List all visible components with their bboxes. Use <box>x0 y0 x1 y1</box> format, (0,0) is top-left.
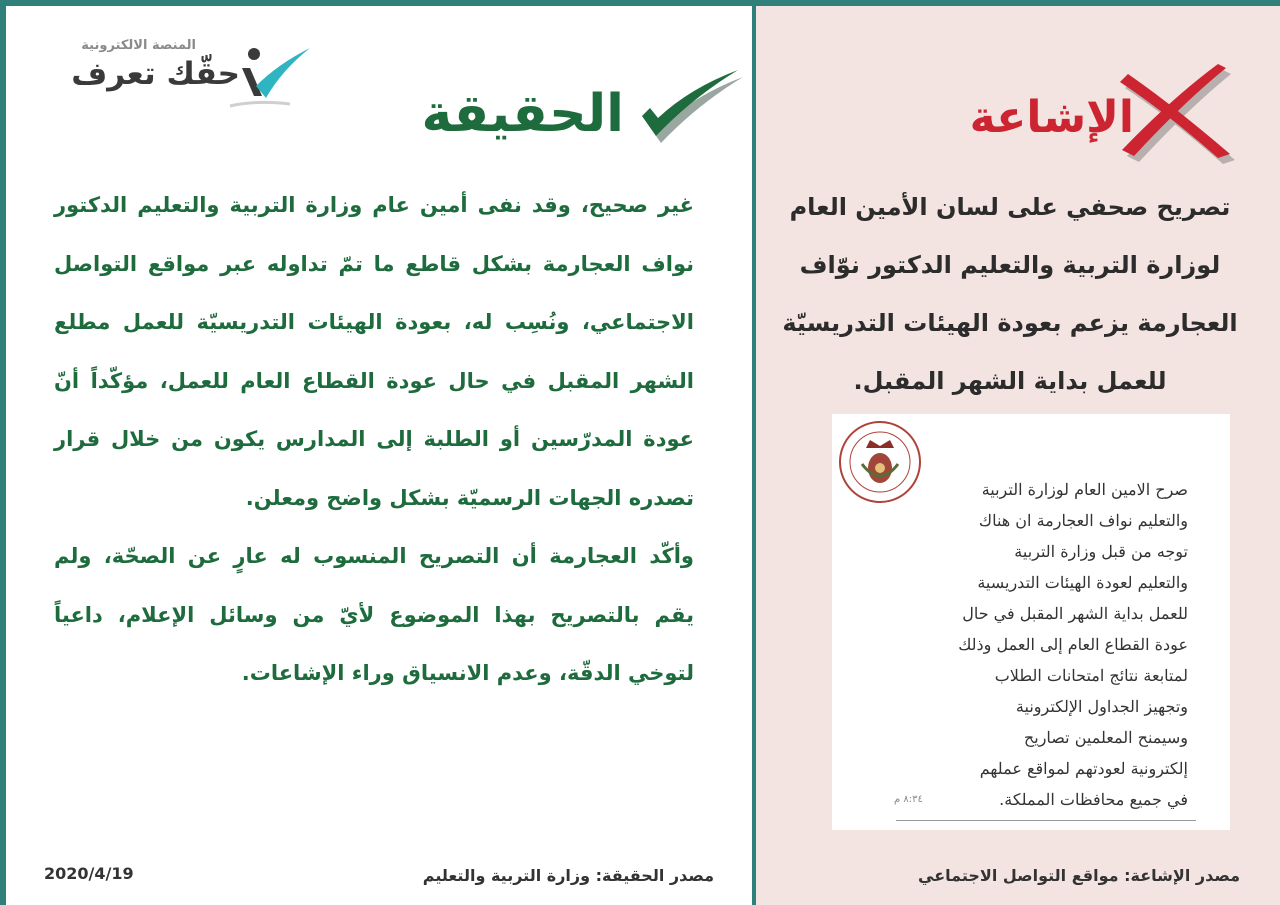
document-line: إلكترونية لعودتهم لمواقع عملهم <box>979 759 1188 778</box>
truth-paragraph-2: وأكّد العجارمة أن التصريح المنسوب له عارٍ عن الصحّة، ولم يقم بالتصريح بهذا الموضوع لأيّ من وسائل الإعلام، داعياً لتوخي الدقّة، وعدم الانسياق وراء الإشاعات. <box>54 544 694 685</box>
rumor-source: مصدر الإشاعة: مواقع التواصل الاجتماعي <box>918 866 1240 885</box>
rumor-text: تصريح صحفي على لسان الأمين العام لوزارة التربية والتعليم الدكتور نوّاف العجارمة يزعم بعودة الهيئات التدريسيّة للعمل بداية الشهر المقبل. <box>782 193 1238 395</box>
document-line: توجه من قبل وزارة التربية <box>1014 542 1188 561</box>
document-line: وتجهيز الجداول الإلكترونية <box>1015 697 1188 716</box>
rumor-document-image <box>832 414 1230 830</box>
cross-icon <box>1116 64 1240 164</box>
document-line: في جميع محافظات المملكة. <box>999 790 1188 809</box>
truth-body <box>54 176 694 703</box>
document-line: عودة القطاع العام إلى العمل وذلك <box>958 635 1188 654</box>
truth-title: الحقيقة <box>421 84 624 144</box>
document-text <box>888 474 1188 815</box>
document-line: صرح الامين العام لوزارة التربية <box>981 480 1188 499</box>
truth-source: مصدر الحقيقة: وزارة التربية والتعليم <box>422 866 714 885</box>
document-line: والتعليم نواف العجارمة ان هناك <box>978 511 1188 530</box>
brand-subtitle: المنصة الالكترونية <box>81 38 196 53</box>
brand-logo <box>42 34 322 114</box>
document-line: لمتابعة نتائج امتحانات الطلاب <box>994 666 1188 685</box>
rumor-title: الإشاعة <box>969 92 1134 143</box>
brand-name: حقّك تعرف <box>71 56 240 92</box>
document-divider <box>896 820 1196 821</box>
check-icon <box>636 64 746 148</box>
truth-panel <box>6 6 752 905</box>
rumor-panel <box>756 6 1280 905</box>
document-line: والتعليم لعودة الهيئات التدريسية <box>977 573 1188 592</box>
publish-date: 2020/4/19 <box>44 864 134 883</box>
document-line: للعمل بداية الشهر المقبل في حال <box>962 604 1188 623</box>
document-timestamp: ٨:٣٤ م <box>894 794 923 805</box>
document-line: وسيمنح المعلمين تصاريح <box>1023 728 1188 747</box>
truth-paragraph-1: غير صحيح، وقد نفى أمين عام وزارة التربية والتعليم الدكتور نواف العجارمة بشكل قاطع ما تمّ تداوله عبر مواقع التواصل الاجتماعي، ونُسِب له، بعودة الهيئات التدريسيّة للعمل مطلع الشهر المقبل في حال عودة القطاع العام للعمل، مؤكّداً أنّ عودة المدرّسين أو الطلبة إلى المدارس يكون من خلال قرار تصدره الجهات الرسميّة بشكل واضح ومعلن. <box>54 193 694 510</box>
